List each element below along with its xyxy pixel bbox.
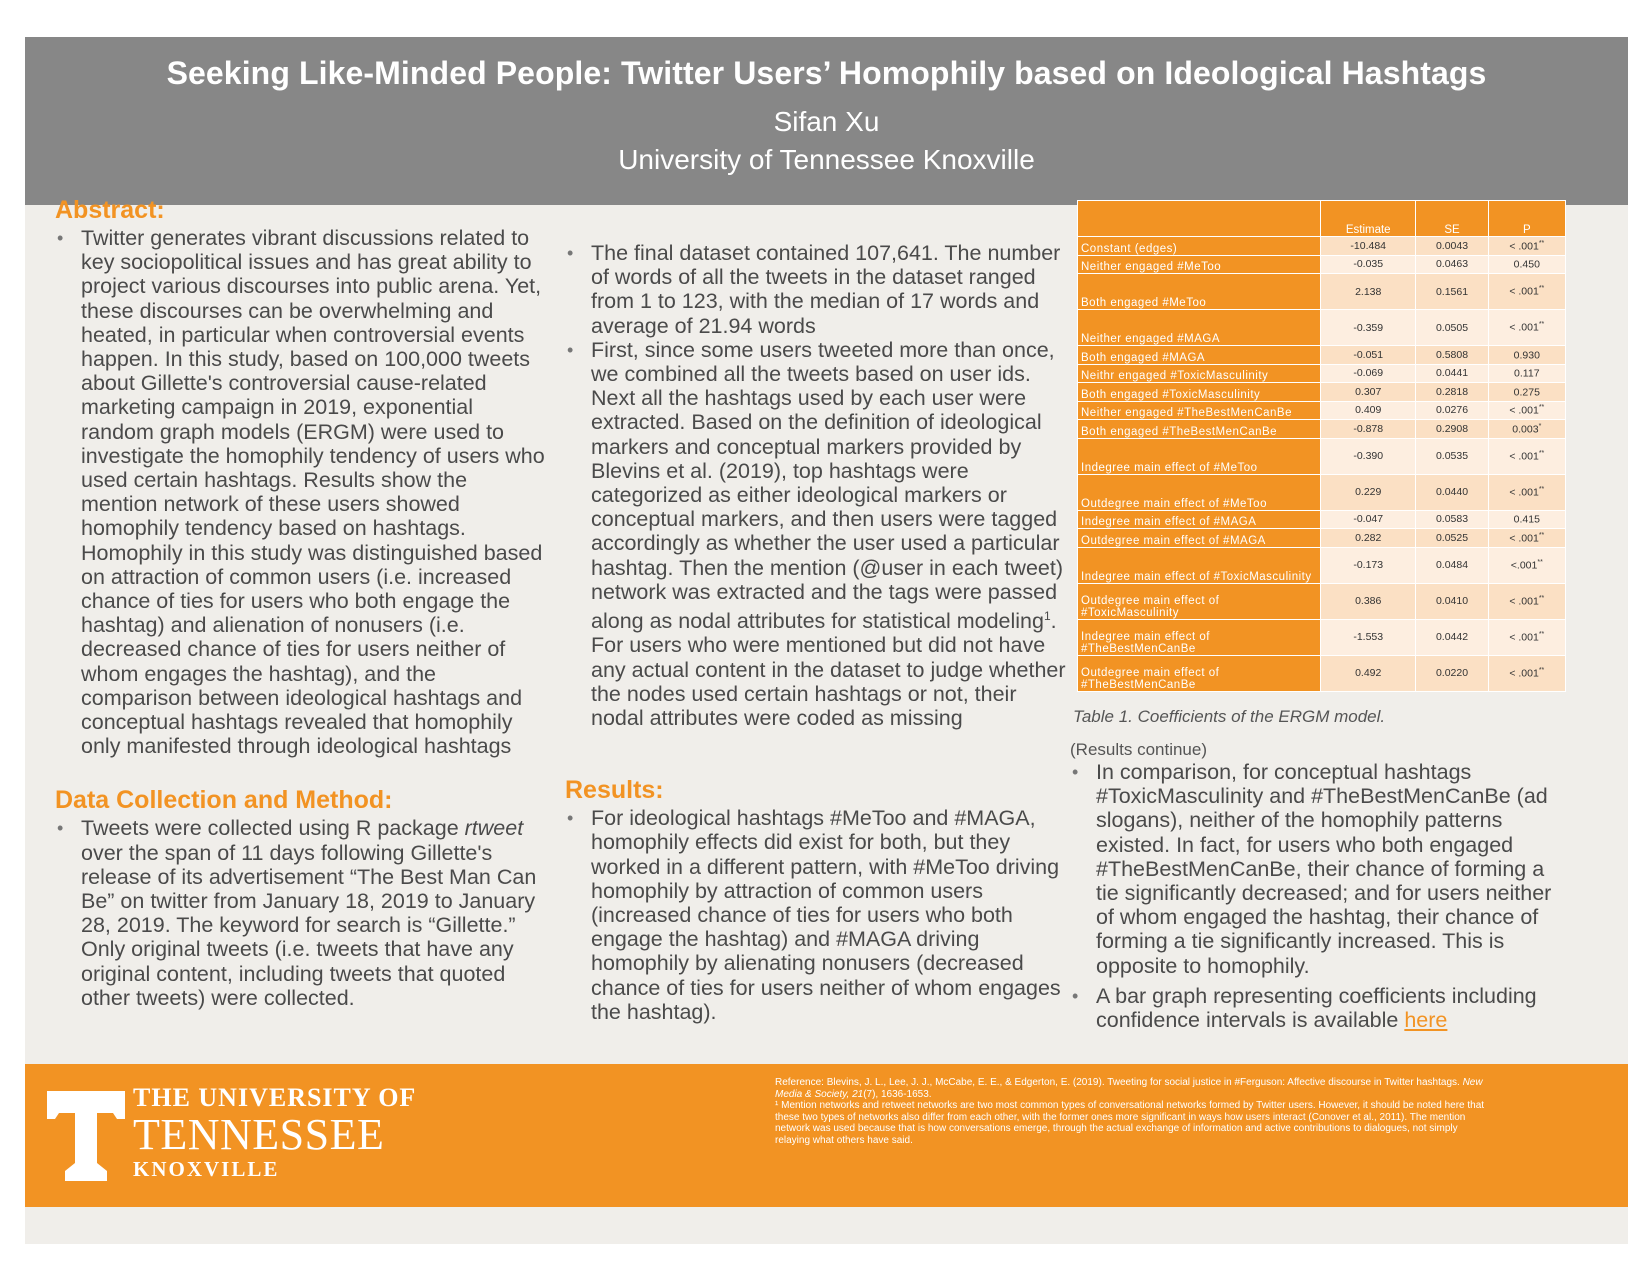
row-p bbox=[1488, 510, 1565, 529]
reference-text-b: (7), 1636-1653. bbox=[863, 1088, 932, 1100]
row-se: 0.0276 bbox=[1416, 401, 1488, 420]
table-header-blank bbox=[1078, 201, 1321, 237]
row-p-value: 0.117 bbox=[1514, 367, 1540, 380]
row-estimate: -0.035 bbox=[1321, 255, 1416, 274]
row-p-value: < .001 bbox=[1509, 240, 1539, 252]
table-row bbox=[1078, 237, 1566, 256]
results-heading: Results: bbox=[565, 776, 664, 805]
table-row bbox=[1078, 274, 1566, 310]
row-label: Indegree main effect of #MAGA bbox=[1078, 510, 1321, 529]
dataset-list bbox=[565, 241, 1075, 730]
table-row bbox=[1078, 510, 1566, 529]
row-p-value: 0.930 bbox=[1513, 349, 1540, 361]
row-p-value: < .001 bbox=[1509, 631, 1539, 644]
row-p bbox=[1488, 438, 1565, 474]
table-row bbox=[1078, 364, 1566, 383]
procedure-text-a: First, since some users tweeted more than once, we combined all the tweets based on user ids. Next all the hashtags used by each user were extracted. Based on the definition of ideological markers and conceptual markers provided by Blevins et al. (2019), top hashtags were categorized as either ideological markers or conceptual markers, and then users were tagged accordingly as whether the user used a particular hashtag. Then the mention (@user in each tweet) network was extracted and the tags were passed along as nodal attributes for statistical modeling bbox=[591, 337, 1064, 634]
row-p-value: < .001 bbox=[1509, 321, 1539, 334]
row-se: 0.0505 bbox=[1416, 310, 1488, 346]
row-p bbox=[1488, 310, 1565, 346]
row-label: Both engaged #MeToo bbox=[1078, 274, 1321, 310]
wordmark-line2: TENNESSEE bbox=[133, 1110, 385, 1159]
row-label: Constant (edges) bbox=[1078, 237, 1321, 256]
table-row bbox=[1078, 383, 1566, 402]
row-label: Both engaged #MAGA bbox=[1078, 346, 1321, 365]
row-p bbox=[1488, 237, 1565, 256]
row-label: Indegree main effect of #ToxicMasculinity bbox=[1078, 547, 1321, 583]
row-p bbox=[1488, 383, 1565, 402]
row-p bbox=[1488, 655, 1565, 691]
table-row bbox=[1078, 255, 1566, 274]
row-label: Neither engaged #TheBestMenCanBe bbox=[1078, 401, 1321, 420]
row-label: Outdegree main effect of #ToxicMasculinity bbox=[1078, 583, 1321, 619]
row-label: Outdegree main effect of #TheBestMenCanBe bbox=[1078, 655, 1321, 691]
row-label: Neither engaged #MeToo bbox=[1078, 255, 1321, 274]
row-estimate: -1.553 bbox=[1321, 619, 1416, 655]
table-header-estimate: Estimate bbox=[1321, 201, 1416, 237]
row-se: 0.2818 bbox=[1416, 383, 1488, 402]
procedure-text-b: . For users who were mentioned but did not have any actual content in the dataset to judge whether the nodes used certain hashtags or not, their nodal attributes were coded as missing bbox=[591, 609, 1066, 731]
row-se: 0.0484 bbox=[1416, 547, 1488, 583]
row-estimate: 0.386 bbox=[1321, 583, 1416, 619]
row-p-value: 0.450 bbox=[1513, 258, 1540, 271]
table-row bbox=[1078, 401, 1566, 420]
row-p-value: 0.003 bbox=[1512, 423, 1539, 435]
row-label: Neither engaged #MAGA bbox=[1078, 310, 1321, 346]
middle-column bbox=[565, 220, 1075, 1024]
row-significance: ** bbox=[1538, 404, 1545, 411]
row-significance: ** bbox=[1538, 285, 1545, 293]
row-p-value: < .001 bbox=[1509, 532, 1539, 544]
row-label: Both engaged #TheBestMenCanBe bbox=[1078, 420, 1321, 439]
row-significance: ** bbox=[1538, 531, 1545, 539]
row-se: 0.2908 bbox=[1416, 420, 1488, 439]
row-significance: ** bbox=[1538, 666, 1545, 674]
left-column bbox=[55, 196, 545, 1010]
row-estimate: 0.409 bbox=[1321, 401, 1416, 420]
method-text bbox=[81, 816, 545, 1010]
row-p-value: <.001 bbox=[1510, 559, 1538, 572]
row-se: 0.0583 bbox=[1416, 510, 1488, 529]
row-estimate: -0.047 bbox=[1321, 510, 1416, 529]
row-p bbox=[1488, 255, 1565, 274]
row-p bbox=[1488, 547, 1565, 583]
row-estimate: 0.282 bbox=[1321, 529, 1416, 548]
row-significance: ** bbox=[1538, 485, 1545, 493]
row-estimate: 0.307 bbox=[1321, 383, 1416, 402]
bar-graph-bullet bbox=[1096, 984, 1560, 1032]
row-estimate: -0.051 bbox=[1321, 346, 1416, 365]
abstract-text: • Twitter generates vibrant discussions related to key sociopolitical issues and has great ability to project various discourses into public arena. Yet, these discourses can be overwhelming and heated, in particular when controversial events happen. In this study, based on 100,000 tweets about Gillette's controversial cause-related marketing campaign in 2019, exponential random graph models (ERGM) were used to investigate the homophily tendency of users who used certain hashtags. Results show the mention network of these users showed homophily tendency based on hashtags. Homophily in this study was distinguished based on attraction of common users (i.e. increased chance of ties for users who both engage the hashtag) and alienation of nonusers (i.e. decreased chance of ties for users neither of whom engages the hashtag), and the comparison between ideological hashtags and conceptual hashtags revealed that homophily only manifested through ideological hashtags bbox=[81, 226, 545, 758]
results-list bbox=[565, 806, 1075, 1024]
row-estimate: -0.878 bbox=[1321, 420, 1416, 439]
row-significance: ** bbox=[1538, 239, 1545, 247]
row-se: 0.5808 bbox=[1416, 346, 1488, 365]
author-name: Sifan Xu bbox=[773, 106, 880, 137]
row-significance: ** bbox=[1538, 630, 1545, 638]
table-caption: Table 1. Coefficients of the ERGM model. bbox=[1073, 707, 1386, 726]
row-p-value: < .001 bbox=[1509, 450, 1539, 463]
table-row bbox=[1078, 438, 1566, 474]
row-p-value: 0.415 bbox=[1513, 513, 1540, 526]
wordmark-line3: KNOXVILLE bbox=[133, 1157, 280, 1181]
row-estimate: -0.359 bbox=[1321, 310, 1416, 346]
method-package-name: rtweet bbox=[464, 816, 524, 841]
row-p-value: < .001 bbox=[1509, 285, 1539, 298]
row-label: Outdegree main effect of #MeToo bbox=[1078, 474, 1321, 510]
table-row bbox=[1078, 583, 1566, 619]
row-se: 0.0442 bbox=[1416, 619, 1488, 655]
poster-title: Seeking Like-Minded People: Twitter Users’ Homophily based on Ideological Hashtags bbox=[166, 55, 1487, 91]
reference-journal: New Media & Society, 21 bbox=[775, 1077, 1483, 1100]
row-p bbox=[1488, 274, 1565, 310]
row-se: 0.1561 bbox=[1416, 274, 1488, 310]
row-significance: ** bbox=[1538, 449, 1545, 457]
row-p bbox=[1488, 583, 1565, 619]
poster-header bbox=[25, 37, 1628, 205]
row-label: Indegree main effect of #TheBestMenCanBe bbox=[1078, 619, 1321, 655]
row-p bbox=[1488, 529, 1565, 548]
abstract-list bbox=[55, 226, 545, 758]
row-estimate: 0.492 bbox=[1321, 655, 1416, 691]
footnote-text: ¹ Mention networks and retweet networks are two most common types of conversational networks formed by Twitter users. However, it should be noted here that these two types of networks also differ from each other, with the former ones more significant in ways how users interact (Conover et al., 2011). The mention network was used because that is how conversations emerge, through the actual exchange of information and active contributions to dialogues, not simply relaying what others have said. bbox=[775, 1100, 1485, 1146]
row-significance: ** bbox=[1537, 558, 1543, 566]
table-row bbox=[1078, 529, 1566, 548]
ergm-coefficients-table bbox=[1077, 200, 1566, 692]
wordmark-line1: THE UNIVERSITY OF bbox=[133, 1083, 417, 1112]
row-p bbox=[1488, 619, 1565, 655]
row-p bbox=[1488, 401, 1565, 420]
abstract-heading: Abstract: bbox=[55, 196, 165, 224]
table-header-row bbox=[1078, 201, 1566, 237]
footnote-marker: 1 bbox=[1043, 609, 1051, 624]
reference-text-a: Reference: Blevins, J. L., Lee, J. J., McCabe, E. E., & Edgerton, E. (2019). Tweeting for social justice in #Ferguson: Affective discourse in Twitter hashtags. bbox=[775, 1077, 1463, 1088]
row-p bbox=[1488, 364, 1565, 383]
row-se: 0.0463 bbox=[1416, 255, 1488, 274]
table-row bbox=[1078, 420, 1566, 439]
method-heading: Data Collection and Method: bbox=[55, 786, 393, 815]
row-p-value: 0.275 bbox=[1513, 386, 1540, 398]
table-row bbox=[1078, 547, 1566, 583]
power-t-logo-icon bbox=[47, 1091, 125, 1181]
row-estimate: 2.138 bbox=[1321, 274, 1416, 310]
method-text-b: over the span of 11 days following Gillette's release of its advertisement “The Best Man Can Be” on twitter from January 18, 2019 to January 28, 2019. The keyword for search is “Gillette.” Only original tweets (i.e. tweets that have any original content, including tweets that quoted other tweets) were collected. bbox=[81, 840, 537, 1010]
row-se: 0.0440 bbox=[1416, 474, 1488, 510]
row-significance: ** bbox=[1538, 594, 1545, 602]
row-se: 0.0535 bbox=[1416, 438, 1488, 474]
references bbox=[775, 1077, 1485, 1146]
row-se: 0.0410 bbox=[1416, 583, 1488, 619]
results-bullet: • For ideological hashtags #MeToo and #MAGA, homophily effects did exist for both, but they worked in a different pattern, with #MeToo driving homophily by attraction of common users (increased chance of ties for users who both engage the hashtag) and #MAGA driving homophily by alienating nonusers (decreased chance of ties for users neither of whom engages the hashtag). bbox=[591, 806, 1075, 1024]
procedure-bullet bbox=[591, 338, 1075, 730]
row-label: Both engaged #ToxicMasculinity bbox=[1078, 383, 1321, 402]
row-se: 0.0441 bbox=[1416, 364, 1488, 383]
table-row bbox=[1078, 655, 1566, 691]
reference-entry bbox=[775, 1077, 1485, 1100]
row-label: Indegree main effect of #MeToo bbox=[1078, 438, 1321, 474]
row-p-value: < .001 bbox=[1509, 595, 1539, 608]
row-significance: ** bbox=[1538, 321, 1545, 329]
bar-graph-link[interactable]: here bbox=[1404, 1008, 1448, 1033]
row-se: 0.0043 bbox=[1416, 237, 1488, 256]
row-se: 0.0525 bbox=[1416, 529, 1488, 548]
row-significance: * bbox=[1538, 422, 1542, 430]
row-estimate: -0.390 bbox=[1321, 438, 1416, 474]
table-row bbox=[1078, 474, 1566, 510]
university-wordmark bbox=[133, 1084, 416, 1180]
row-estimate: 0.229 bbox=[1321, 474, 1416, 510]
row-estimate: -0.173 bbox=[1321, 547, 1416, 583]
method-list bbox=[55, 816, 545, 1010]
row-label: Neithr engaged #ToxicMasculinity bbox=[1078, 364, 1321, 383]
table-header-se: SE bbox=[1416, 201, 1488, 237]
row-label: Outdegree main effect of #MAGA bbox=[1078, 529, 1321, 548]
affiliation: University of Tennessee Knoxville bbox=[618, 144, 1035, 175]
row-p-value: < .001 bbox=[1509, 486, 1539, 499]
dataset-bullet: • The final dataset contained 107,641. The number of words of all the tweets in the dataset ranged from 1 to 123, with the median of 17 words and average of 21.94 words bbox=[591, 241, 1075, 338]
table-row bbox=[1078, 310, 1566, 346]
row-p bbox=[1488, 420, 1565, 439]
bar-graph-text: A bar graph representing coefficients including confidence intervals is available bbox=[1096, 983, 1537, 1033]
row-p bbox=[1488, 474, 1565, 510]
table-row bbox=[1078, 619, 1566, 655]
table-header-p: P bbox=[1488, 201, 1565, 237]
row-p-value: < .001 bbox=[1509, 404, 1539, 417]
row-se: 0.0220 bbox=[1416, 655, 1488, 691]
method-text-a: Tweets were collected using R package bbox=[81, 816, 465, 841]
row-p bbox=[1488, 346, 1565, 365]
right-column bbox=[1070, 740, 1560, 1032]
results-continue-list bbox=[1070, 760, 1560, 1032]
results-continue-label: (Results continue) bbox=[1070, 740, 1208, 759]
row-p-value: < .001 bbox=[1509, 667, 1539, 680]
conceptual-bullet: • In comparison, for conceptual hashtags #ToxicMasculinity and #TheBestMenCanBe (ad slogans), neither of the homophily patterns existed. In fact, for users who both engaged #TheBestMenCanBe, their chance of forming a tie significantly decreased; and for users neither of whom engaged the hashtag, their chance of forming a tie significantly increased. This is opposite to homophily. bbox=[1096, 760, 1560, 978]
table-row bbox=[1078, 346, 1566, 365]
row-estimate: -10.484 bbox=[1321, 237, 1416, 256]
row-estimate: -0.069 bbox=[1321, 364, 1416, 383]
